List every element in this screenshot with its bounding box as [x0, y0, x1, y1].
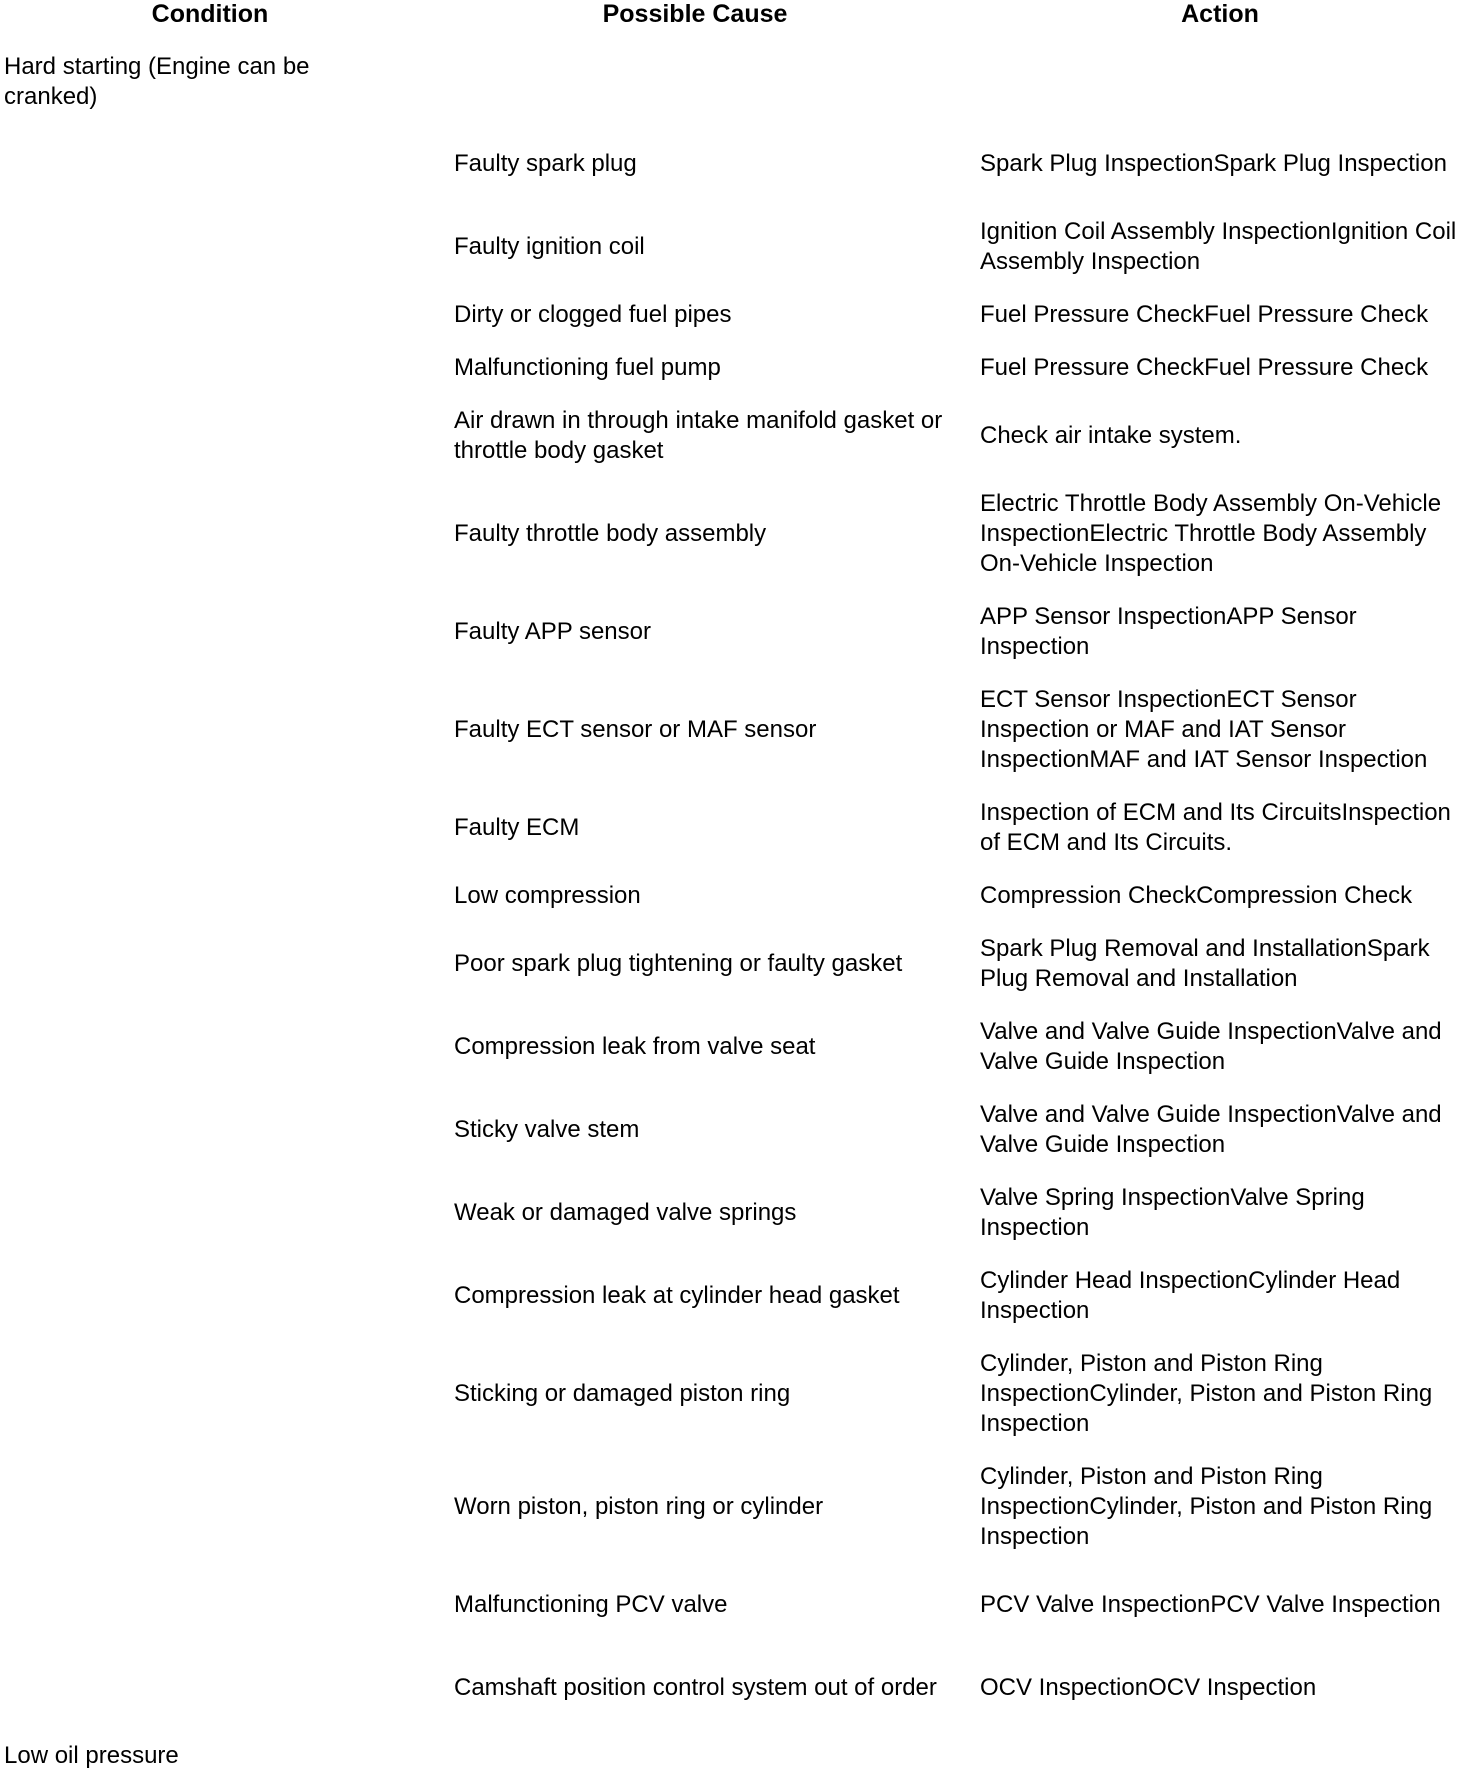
action-cell: Fuel Pressure CheckFuel Pressure Check: [980, 301, 1429, 328]
cause-cell: Faulty ECT sensor or MAF sensor: [454, 716, 817, 743]
cause-cell: Malfunctioning fuel pump: [454, 354, 721, 381]
action-cell: Fuel Pressure CheckFuel Pressure Check: [980, 354, 1429, 381]
action-cell: Valve Spring InspectionValve Spring Inspection: [980, 1184, 1365, 1241]
cause-cell: Poor spark plug tightening or faulty gasket: [454, 950, 903, 977]
cause-cell: Low compression: [454, 882, 641, 909]
action-cell: APP Sensor InspectionAPP Sensor Inspection: [980, 603, 1357, 660]
header-possible-cause: Possible Cause: [602, 0, 788, 28]
condition-hard-starting: Hard starting (Engine can be cranked): [4, 53, 310, 110]
condition-low-oil-pressure: Low oil pressure: [4, 1742, 179, 1769]
action-cell: Inspection of ECM and Its CircuitsInspection of ECM and Its Circuits.: [980, 799, 1451, 856]
action-cell: OCV InspectionOCV Inspection: [980, 1674, 1317, 1701]
cause-cell: Compression leak at cylinder head gasket: [454, 1282, 900, 1309]
cause-cell: Weak or damaged valve springs: [454, 1199, 797, 1226]
action-cell: Valve and Valve Guide InspectionValve and Valve Guide Inspection: [980, 1018, 1442, 1075]
action-cell: Ignition Coil Assembly InspectionIgnition Coil Assembly Inspection: [980, 218, 1457, 275]
header-condition: Condition: [151, 0, 269, 28]
cause-cell: Worn piston, piston ring or cylinder: [454, 1493, 824, 1520]
action-cell: Cylinder, Piston and Piston Ring InspectionCylinder, Piston and Piston Ring Inspection: [980, 1350, 1433, 1437]
cause-cell: Sticking or damaged piston ring: [454, 1380, 791, 1407]
cause-cell: Faulty spark plug: [454, 150, 637, 177]
cause-cell: Faulty throttle body assembly: [454, 520, 767, 547]
cause-cell: Faulty ECM: [454, 814, 580, 841]
action-cell: Check air intake system.: [980, 422, 1242, 449]
cause-cell: Faulty ignition coil: [454, 233, 645, 260]
action-cell: Spark Plug Removal and InstallationSpark Plug Removal and Installation: [980, 935, 1430, 992]
action-cell: Compression CheckCompression Check: [980, 882, 1413, 909]
cause-cell: Compression leak from valve seat: [454, 1033, 816, 1060]
cause-cell: Camshaft position control system out of order: [454, 1674, 937, 1701]
action-cell: PCV Valve InspectionPCV Valve Inspection: [980, 1591, 1441, 1618]
header-action: Action: [1181, 0, 1259, 28]
action-cell: Cylinder Head InspectionCylinder Head Inspection: [980, 1267, 1401, 1324]
action-cell: ECT Sensor InspectionECT Sensor Inspection or MAF and IAT Sensor InspectionMAF and IAT Sensor Inspection: [980, 686, 1428, 773]
cause-cell: Malfunctioning PCV valve: [454, 1591, 728, 1618]
action-cell: Spark Plug InspectionSpark Plug Inspection: [980, 150, 1447, 177]
cause-cell: Faulty APP sensor: [454, 618, 651, 645]
cause-cell: Sticky valve stem: [454, 1116, 640, 1143]
action-cell: Electric Throttle Body Assembly On-Vehicle InspectionElectric Throttle Body Assembly On-Vehicle Inspection: [980, 490, 1442, 577]
action-cell: Cylinder, Piston and Piston Ring InspectionCylinder, Piston and Piston Ring Inspection: [980, 1463, 1433, 1550]
cause-cell: Dirty or clogged fuel pipes: [454, 301, 732, 328]
action-cell: Valve and Valve Guide InspectionValve and Valve Guide Inspection: [980, 1101, 1442, 1158]
cause-cell: Air drawn in through intake manifold gasket or throttle body gasket: [454, 407, 943, 464]
